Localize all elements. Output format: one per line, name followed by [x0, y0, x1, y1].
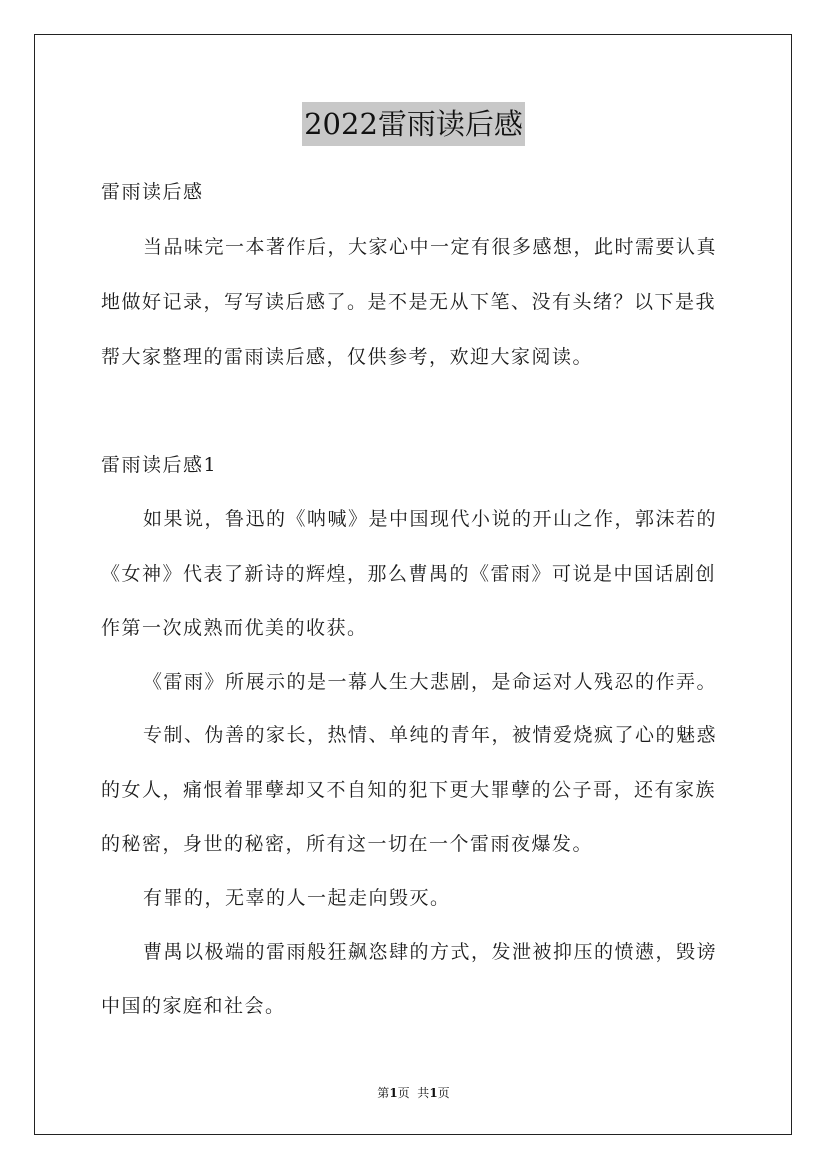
paragraph-line: 当品味完一本著作后，大家心中一定有很多感想，此时需要认真 — [143, 236, 718, 258]
footer-suffix: 页 — [437, 1086, 450, 1100]
paragraph-line: 的女人，痛恨着罪孽却又不自知的犯下更大罪孽的公子哥，还有家族 — [101, 779, 717, 801]
paragraph-line: 《女神》代表了新诗的辉煌，那么曹禺的《雷雨》可说是中国话剧创 — [101, 563, 717, 585]
paragraph-line: 《雷雨》所展示的是一幕人生大悲剧，是命运对人残忍的作弄。 — [143, 671, 718, 693]
section-heading: 雷雨读后感1 — [101, 454, 218, 476]
document-title: 2022雷雨读后感 — [302, 102, 525, 146]
paragraph-line: 有罪的，无辜的人一起走向毁灭。 — [143, 887, 451, 909]
paragraph-line: 帮大家整理的雷雨读后感，仅供参考，欢迎大家阅读。 — [101, 346, 594, 368]
paragraph-line: 如果说，鲁迅的《呐喊》是中国现代小说的开山之作，郭沫若的 — [143, 508, 718, 530]
paragraph-line: 作第一次成熟而优美的收获。 — [101, 617, 368, 639]
paragraph-line: 专制、伪善的家长，热情、单纯的青年，被情爱烧疯了心的魅惑 — [143, 724, 718, 746]
page-footer — [0, 1084, 827, 1101]
section-heading: 雷雨读后感 — [101, 181, 204, 203]
paragraph-line: 地做好记录，写写读后感了。是不是无从下笔、没有头绪？以下是我 — [101, 291, 717, 313]
paragraph-line: 曹禺以极端的雷雨般狂飙恣肆的方式，发泄被抑压的愤懑，毁谤 — [143, 941, 718, 963]
footer-prefix: 第 — [377, 1086, 390, 1100]
footer-page-current: 1 — [389, 1086, 398, 1100]
paragraph-line: 的秘密，身世的秘密，所有这一切在一个雷雨夜爆发。 — [101, 833, 594, 855]
paragraph-line: 中国的家庭和社会。 — [101, 995, 286, 1017]
title-container — [0, 102, 827, 146]
footer-mid: 页 共 — [397, 1086, 430, 1100]
footer-page-total: 1 — [429, 1086, 438, 1100]
